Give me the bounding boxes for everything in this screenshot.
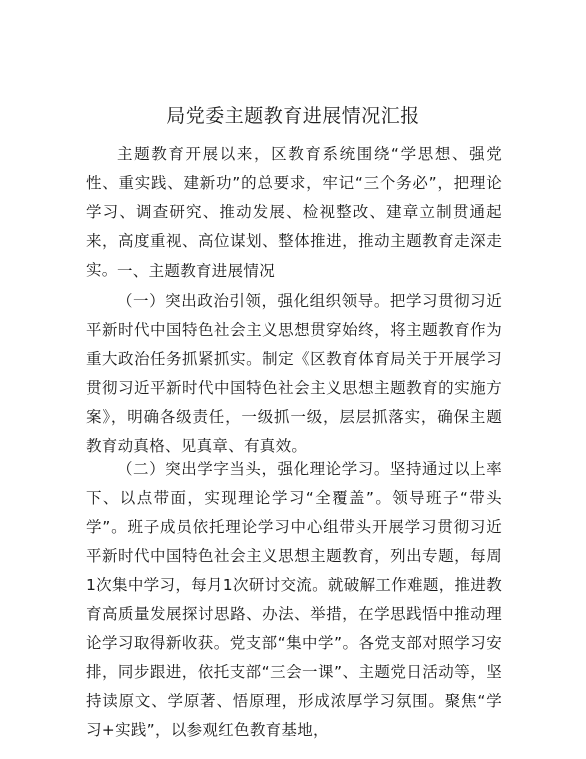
document-title: 局党委主题教育进展情况汇报 bbox=[166, 105, 420, 127]
body-paragraph-1: （一）突出政治引领，强化组织领导。把学习贯彻习近平新时代中国特色社会主义思想贯穿始终，将主题教育作为重大政治任务抓紧抓实。制定《区教育体育局关于开展学习贯彻习近平新时代中国特色社会主义思想主题教育的实施方案》，明确各级责任，一级抓一级，层层抓落实，确保主题教育动真格、见真章、有真效。 bbox=[86, 292, 502, 455]
intro-paragraph: 主题教育开展以来，区教育系统围绕“学思想、强党性、重实践、建新功”的总要求，牢记“三个务必”，把理论学习、调查研究、推动发展、检视整改、建章立制贯通起来，高度重视、高位谋划、整体推进，推动主题教育走深走实。 bbox=[86, 145, 502, 279]
body-paragraph-2: （二）突出学字当头，强化理论学习。坚持通过以上率下、以点带面，实现理论学习“全覆盖”。领导班子“带头学”。班子成员依托理论学习中心组带头开展学习贯彻习近平新时代中国特色社会主义思想主题教育，列出专题，每周1次集中学习，每月1次研讨交流。就破解工作难题，推进教育高质量发展探讨思路、办法、举措，在学思践悟中推动理论学习取得新收获。党支部“集中学”。各党支部对照学习安排，同步跟进，依托支部“三会一课”、主题党日活动等，坚持读原文、学原著、悟原理，形成浓厚学习氛围。聚焦“学习+实践”，以参观红色教育基地， bbox=[86, 460, 502, 739]
section-heading: 一、主题教育进展情况 bbox=[117, 262, 276, 280]
